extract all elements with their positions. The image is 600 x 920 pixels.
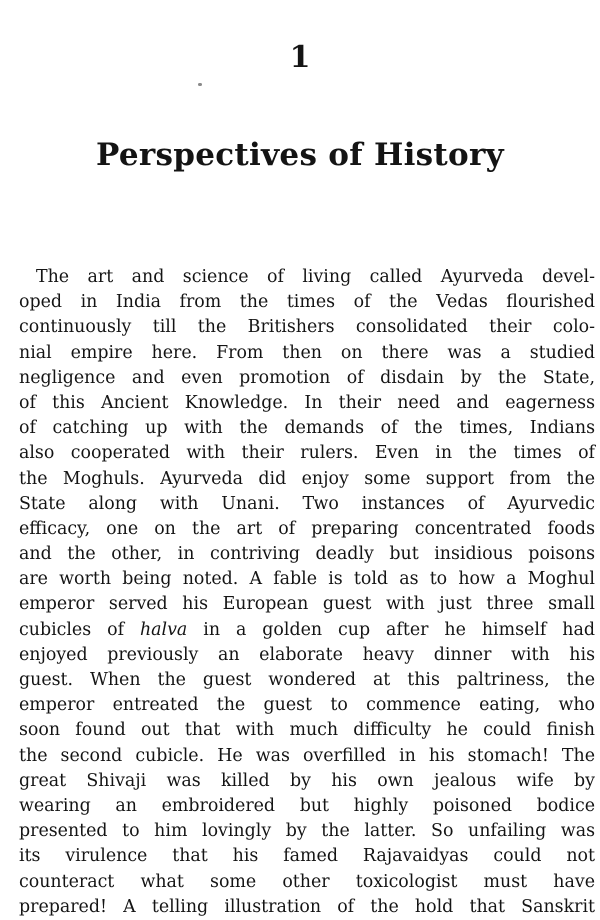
paragraph-line: and the other, in contriving deadly but insidious poisons <box>19 544 595 565</box>
italic-term: halva <box>139 619 188 640</box>
paragraph-line: continuously till the Britishers consolidated their colo- <box>19 317 595 338</box>
paragraph-line: emperor entreated the guest to commence eating, who <box>19 695 595 716</box>
paragraph-line: also cooperated with their rulers. Even in the times of <box>19 443 595 464</box>
paragraph-line: wearing an embroidered but highly poisoned bodice <box>19 795 595 816</box>
paragraph-line: great Shivaji was killed by his own jealous wife by <box>19 770 595 791</box>
paragraph-line: guest. When the guest wondered at this paltriness, the <box>19 670 595 690</box>
print-speck <box>198 83 202 86</box>
paragraph-line: nial empire here. From then on there was a studied <box>19 342 595 363</box>
line-text: in a golden cup after he himself had <box>187 619 595 640</box>
paragraph-line: enjoyed previously an elaborate heavy dinner with his <box>19 644 595 665</box>
paragraph-line: State along with Unani. Two instances of Ayurvedic <box>19 493 595 514</box>
body-paragraph <box>19 265 595 920</box>
paragraph-line: prepared! A telling illustration of the hold that Sanskrit <box>19 896 595 917</box>
paragraph-line: the second cubicle. He was overfilled in his stomach! The <box>19 745 595 766</box>
paragraph-line: negligence and even promotion of disdain by the State, <box>19 367 595 388</box>
paragraph-line: presented to him lovingly by the latter. So unfailing was <box>19 821 595 842</box>
paragraph-line: efficacy, one on the art of preparing concentrated foods <box>19 518 595 539</box>
paragraph-line: of this Ancient Knowledge. In their need and eagerness <box>19 392 595 413</box>
paragraph-line: its virulence that his famed Rajavaidyas could not <box>19 846 595 867</box>
paragraph-line: are worth being noted. A fable is told as to how a Moghul <box>19 569 595 590</box>
chapter-title: Perspectives of History <box>96 137 504 173</box>
chapter-number: 1 <box>289 40 311 75</box>
paragraph-line: The art and science of living called Ayurveda devel- <box>36 267 595 287</box>
paragraph-line: emperor served his European guest with just three small <box>19 594 595 615</box>
paragraph-line: of catching up with the demands of the times, Indians <box>19 418 595 439</box>
paragraph-line: oped in India from the times of the Vedas flourished <box>19 292 595 313</box>
paragraph-line: counteract what some other toxicologist must have <box>19 871 595 892</box>
paragraph-line: soon found out that with much difficulty he could finish <box>19 720 595 741</box>
paragraph-line <box>19 618 595 643</box>
paragraph-line: the Moghuls. Ayurveda did enjoy some support from the <box>19 468 595 489</box>
line-text: cubicles of <box>19 619 140 640</box>
